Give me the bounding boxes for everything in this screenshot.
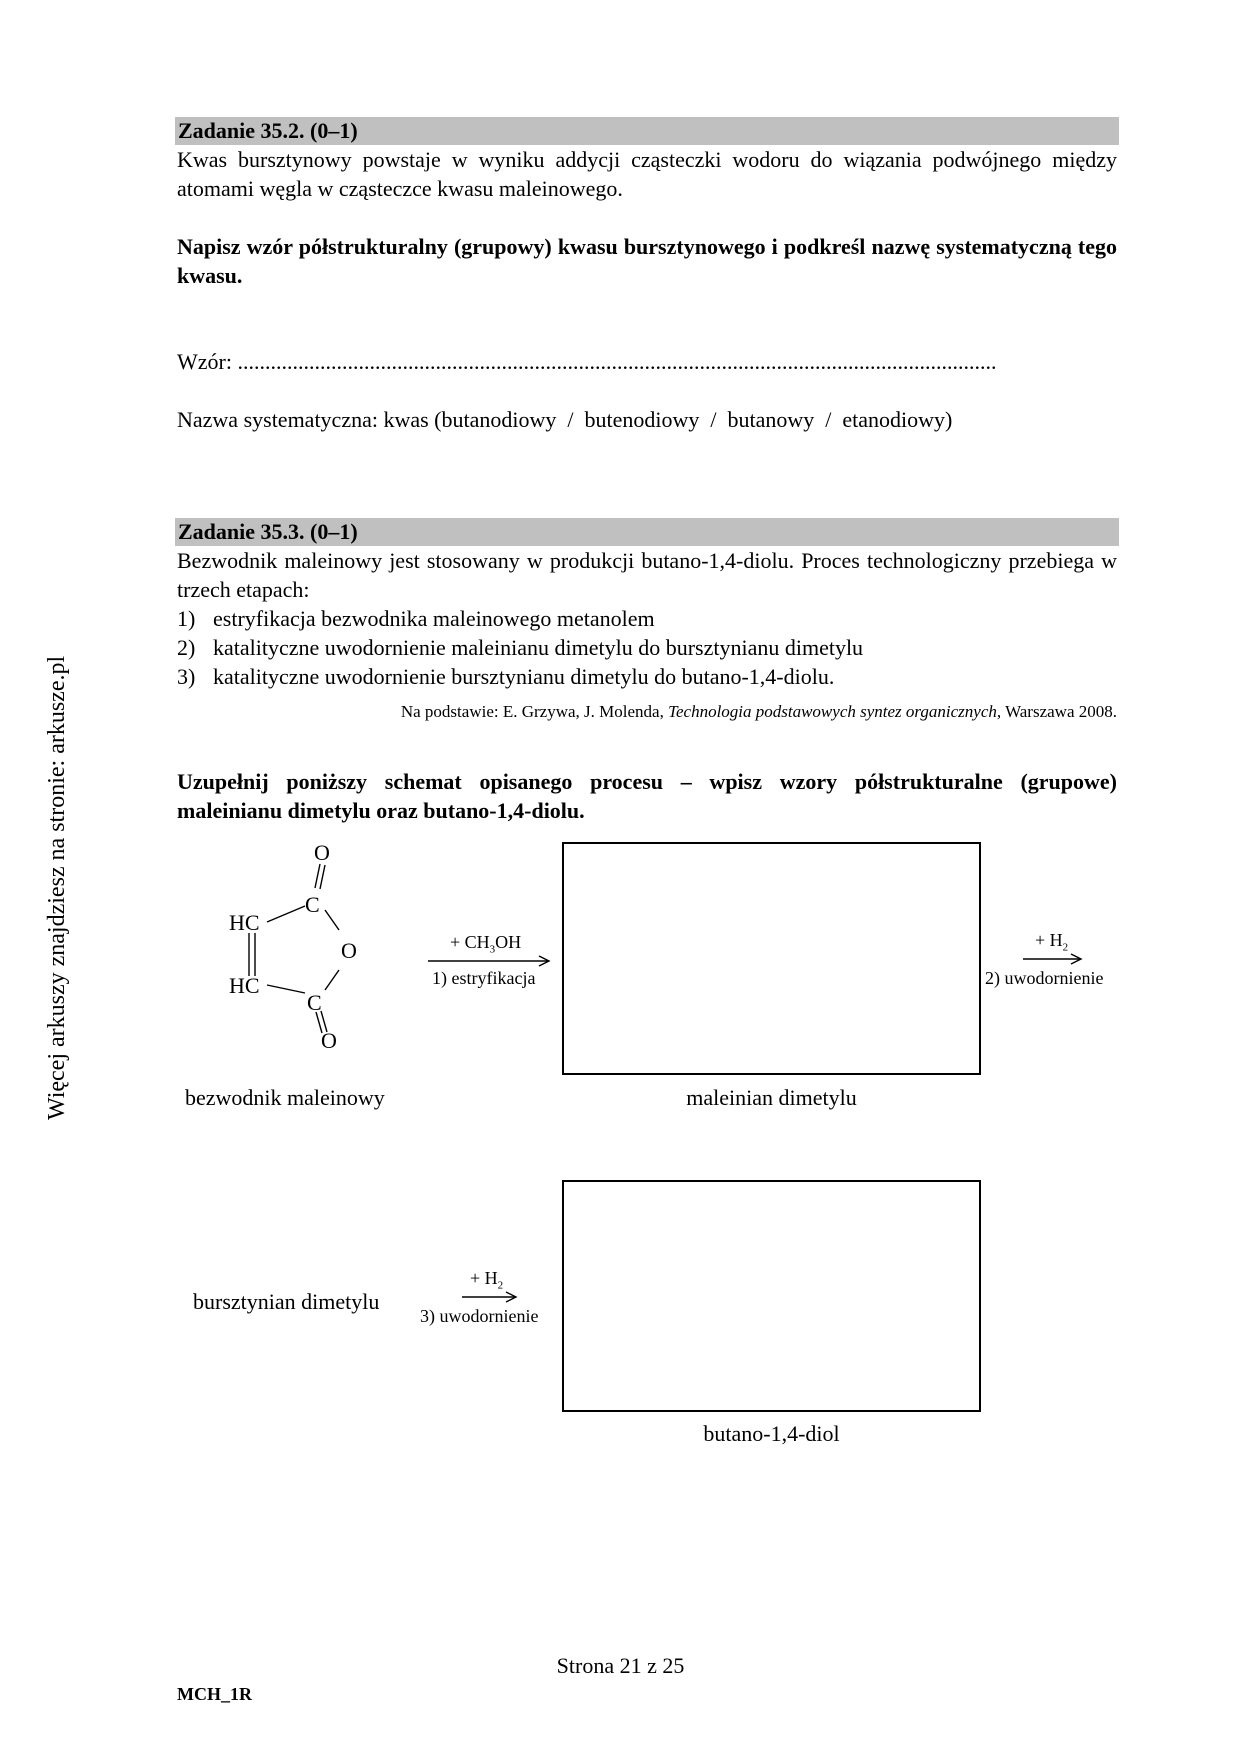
reaction-arrow-1 [428, 932, 552, 992]
arrow-3-condition: 3) uwodornienie [420, 1306, 539, 1326]
succinate-label: bursztynian dimetylu [193, 1289, 380, 1314]
atom-label: HC [229, 910, 260, 935]
step-number: 1) [177, 606, 196, 631]
task-35-3-instruction: Uzupełnij poniższy schemat opisanego procesu – wpisz wzory półstrukturalne (grupowe) maleinianu dimetylu oraz butano-1,4-diolu. [177, 769, 1117, 823]
arrow-2-reagent: + $H_2$ [1035, 930, 1069, 954]
maleic-anhydride-structure [225, 840, 395, 1055]
box-1-label: maleinian dimetylu [686, 1085, 857, 1110]
arrow-1-condition: 1) estryfikacja [432, 968, 536, 988]
atom-label: O [341, 938, 357, 963]
task-35-3-header: Zadanie 35.3. (0–1) [175, 518, 1119, 546]
side-watermark-text: Więcej arkuszy znajdziesz na stronie: arkusze.pl [44, 655, 70, 1120]
task-35-2-intro: Kwas bursztynowy powstaje w wyniku addycji cząsteczki wodoru do wiązania podwójnego między atomami węgla w cząsteczce kwasu maleinowego. [177, 147, 1117, 201]
atom-label: C [305, 892, 320, 917]
structure-bonds [225, 840, 395, 1055]
source-book-title: Technologia podstawowych syntez organicznych [668, 702, 997, 721]
task-35-3-intro: Bezwodnik maleinowy jest stosowany w produkcji butano-1,4-diolu. Proces technologiczny przebiega w trzech etapach: [177, 548, 1117, 602]
step-text: katalityczne uwodornienie maleinianu dimetylu do bursztynianu dimetylu [213, 635, 864, 660]
source-citation: Na podstawie: E. Grzywa, J. Molenda, Technologia podstawowych syntez organicznych, Warszawa 2008. [400, 702, 1117, 721]
step-number: 2) [177, 635, 196, 660]
arrow-3-line [462, 1290, 562, 1304]
formula-dots: .......................................................................................................................................... [237, 349, 997, 374]
page-number: Strona 21 z 25 [556, 1653, 685, 1678]
reaction-arrow-3 [420, 1268, 560, 1330]
task-35-2-instruction: Napisz wzór półstrukturalny (grupowy) kwasu bursztynowego i podkreśl nazwę systematyczną tego kwasu. [177, 234, 1117, 288]
step-text: katalityczne uwodornienie bursztynianu dimetylu do butano-1,4-diolu. [213, 664, 835, 689]
arrow-3-reagent: + $H_2$ [470, 1268, 504, 1292]
step-text: estryfikacja bezwodnika maleinowego metanolem [213, 606, 655, 631]
step-item [177, 633, 864, 662]
atom-label: O [321, 1028, 337, 1053]
atom-label: HC [229, 973, 260, 998]
step-item [177, 662, 835, 691]
anhydride-label: bezwodnik maleinowy [185, 1085, 385, 1110]
arrow-2-condition: 2) uwodornienie [985, 968, 1104, 988]
arrow-2-line [1023, 952, 1123, 966]
step-number: 3) [177, 664, 196, 689]
arrow-1-reagent: + $CH_3OH$ [450, 932, 522, 956]
maleinian-answer-box[interactable] [562, 842, 981, 1075]
box-2-label: butano-1,4-diol [703, 1421, 840, 1446]
atom-label: O [314, 840, 330, 865]
arrow-1-line [428, 954, 552, 968]
butanediol-answer-box[interactable] [562, 1180, 981, 1412]
systematic-name-line: Nazwa systematyczna: kwas (butanodiowy / butenodiowy / butanowy / etanodiowy) [177, 407, 953, 432]
step-item [177, 604, 655, 633]
formula-answer-line[interactable] [177, 347, 1117, 376]
reaction-arrow-2 [985, 930, 1125, 992]
atom-label: C [307, 990, 322, 1015]
exam-code: MCH_1R [177, 1684, 252, 1704]
task-35-2-header: Zadanie 35.2. (0–1) [175, 117, 1119, 145]
formula-label: Wzór: [177, 349, 232, 374]
